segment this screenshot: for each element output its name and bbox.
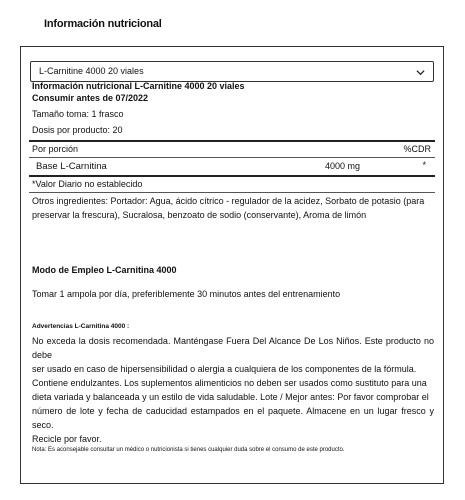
divider <box>29 175 435 177</box>
ingredients-line-1: Otros ingredientes: Portador: Agua, ácido cítrico - regulador de la acidez, Sorbato de potasio (para <box>32 196 425 206</box>
product-select[interactable] <box>30 61 434 82</box>
usage-title: Modo de Empleo L-Carnitina 4000 <box>32 265 177 275</box>
cdr-label: %CDR <box>403 144 431 154</box>
divider <box>29 192 435 193</box>
product-title: Información nutricional L-Carnitine 4000 20 viales <box>32 81 245 91</box>
daily-value-footnote: *Valor Diario no establecido <box>32 179 143 189</box>
warnings-title: Advertencias L-Carnitina 4000 : <box>32 323 130 330</box>
nutrient-amount: 4000 mg <box>325 161 361 171</box>
divider <box>29 140 435 142</box>
warnings-text <box>32 334 434 446</box>
warning-line: ser usado en caso de hipersensibilidad o alergia a cualquiera de los componentes de la fórmula. <box>32 364 417 374</box>
serving-size: Tamaño toma: 1 frasco <box>32 109 124 119</box>
warning-line: número de lote y fecha de caducidad estampados en el paquete. Almacene en un lugar fresco y seco. <box>32 406 434 430</box>
per-portion-label: Por porción <box>32 144 79 154</box>
warning-line: dieta variada y balanceada y un estilo de vida saludable. Lote / Mejor antes: Por favor comprobar el <box>32 392 429 402</box>
usage-text: Tomar 1 ampola por día, preferiblemente 30 minutos antes del entrenamiento <box>32 289 341 299</box>
nutrient-name: Base L-Carnitina <box>36 161 107 172</box>
ingredients-line-2: preservar la frescura), Sucralosa, benzoato de sodio (conservante), Aroma de limón <box>32 210 367 220</box>
warning-line: Contiene endulzantes. Los suplementos alimenticios no deben ser usados como sustituto para una <box>32 378 427 388</box>
warning-line: Recicle por favor. <box>32 434 102 444</box>
warning-line: No exceda la dosis recomendada. Manténgase Fuera Del Alcance De Los Niños. Este producto no debe <box>32 336 434 360</box>
consult-note: Nota: Es aconsejable consultar un médico o nutricionista si tienes cualquier duda sobre el consumo de este producto. <box>32 447 345 453</box>
nutrient-cdr: * <box>422 160 426 170</box>
chevron-down-icon <box>416 68 425 77</box>
nutrition-panel <box>20 46 444 484</box>
servings-per-product: Dosis por producto: 20 <box>32 125 123 135</box>
divider <box>29 157 435 158</box>
consume-before: Consumir antes de 07/2022 <box>32 93 149 103</box>
product-select-value: L-Carnitine 4000 20 viales <box>39 66 144 76</box>
page-title: Información nutricional <box>44 18 162 30</box>
